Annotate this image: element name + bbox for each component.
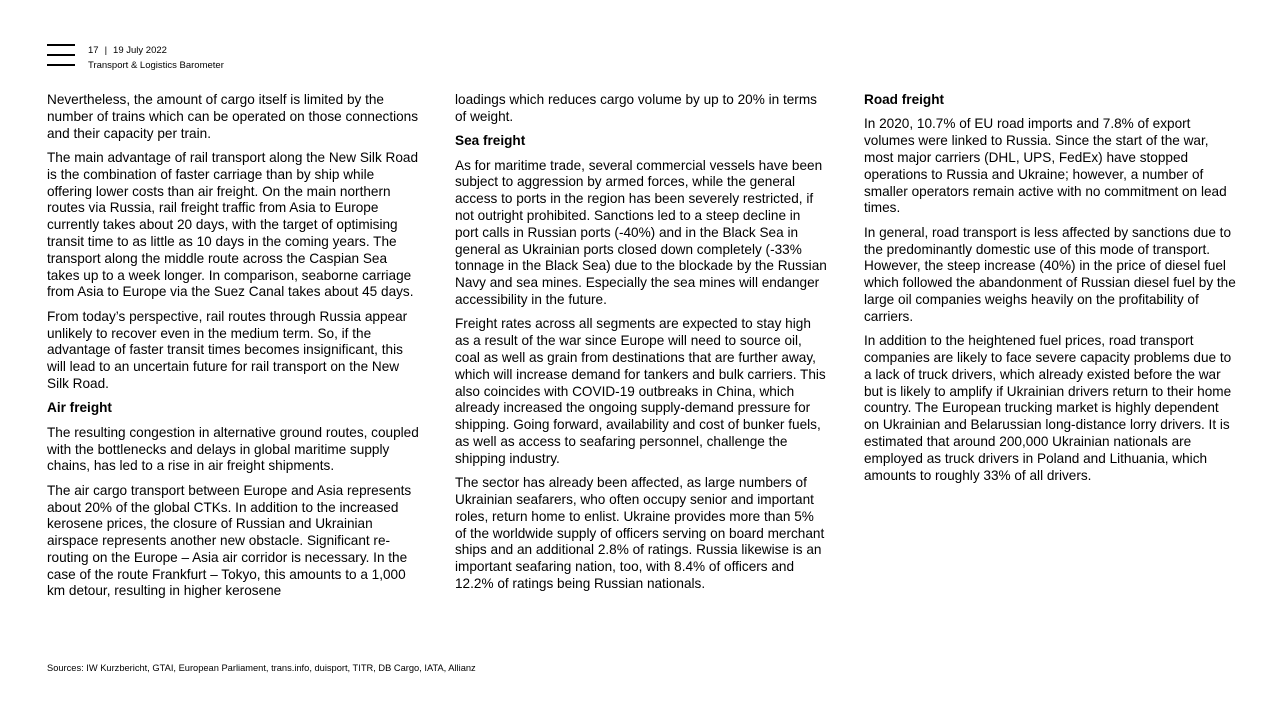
- section-heading-sea-freight: Sea freight: [455, 133, 526, 149]
- header-separator: |: [104, 45, 108, 56]
- page-number: 17: [88, 45, 99, 56]
- text-column-3: [864, 92, 1236, 492]
- text-column-1: [47, 92, 419, 608]
- section-heading-road-freight: Road freight: [864, 92, 945, 107]
- sources-footnote: Sources: IW Kurzbericht, GTAI, European Parliament, trans.info, duisport, TITR, DB Cargo, IATA, Allianz: [47, 663, 476, 673]
- publication-date: 19 July 2022: [113, 45, 167, 56]
- paragraph: The resulting congestion in alternative ground routes, coupled with the bottlenecks and delays in global maritime supply chains, has led to a rise in air freight shipments.: [47, 424, 419, 474]
- page-header: [88, 43, 224, 73]
- paragraph: From today’s perspective, rail routes through Russia appear unlikely to recover even in the medium term. So, if the advantage of faster transit times becomes insignificant, this will lead to an uncertain future for rail transport on the New Silk Road.: [47, 308, 408, 391]
- hamburger-menu-icon[interactable]: [47, 44, 75, 66]
- paragraph: In 2020, 10.7% of EU road imports and 7.8% of export volumes were linked to Russia. Since the start of the war, most major carriers (DHL, UPS, FedEx) have stopped operations to Russia and Ukraine; however, a number of smaller operators remain active with no commitment on lead times.: [864, 116, 1227, 216]
- paragraph: The sector has already been affected, as large numbers of Ukrainian seafarers, who often occupy senior and important roles, return home to enlist. Ukraine provides more than 5% of the worldwide supply of officers serving on board merchant ships and an additional 2.8% of ratings. Russia likewise is an important seafaring nation, too, with 8.4% of officers and 12.2% of ratings being Russian nationals.: [455, 475, 825, 591]
- paragraph: As for maritime trade, several commercial vessels have been subject to aggression by armed forces, while the general access to ports in the region has been severely restricted, if not outright prohibited. Sanctions led to a steep decline in port calls in Russian ports (-40%) and in the Black Sea in general as Ukrainian ports closed down completely (-33% tonnage in the Black Sea) due to the blockade by the Russian Navy and sea mines. Especially the sea mines will endanger accessibility in the future.: [455, 157, 827, 307]
- paragraph: In addition to the heightened fuel prices, road transport companies are likely to face severe capacity problems due to a lack of truck drivers, which already existed before the war but is likely to amplify if Ukrainian drivers return to their home country. The European trucking market is highly dependent on Ukrainian and Belarussian long-distance lorry drivers. It is estimated that around 200,000 Ukrainian nationals are employed as truck drivers in Poland and Lithuania, which amounts to roughly 33% of all drivers.: [864, 333, 1232, 483]
- menu-bar: [47, 54, 75, 56]
- paragraph: In general, road transport is less affected by sanctions due to the predominantly domestic use of this mode of transport. However, the steep increase (40%) in the price of diesel fuel which followed the abandonment of Russian diesel fuel by the large oil companies weighs heavily on the profitability of carriers.: [864, 224, 1236, 324]
- text-column-2: [455, 92, 827, 600]
- paragraph: The main advantage of rail transport along the New Silk Road is the combination of faster carriage than by ship while offering lower costs than air freight. On the main northern routes via Russia, rail freight traffic from Asia to Europe currently takes about 20 days, with the target of optimising transit time to as little as 10 days in the coming years. The transport along the middle route across the Caspian Sea takes up to a week longer. In comparison, seaborne carriage from Asia to Europe via the Suez Canal takes about 45 days.: [47, 149, 419, 300]
- page-info: [88, 43, 224, 58]
- menu-bar: [47, 64, 75, 66]
- report-title: Transport & Logistics Barometer: [88, 60, 224, 71]
- paragraph: Freight rates across all segments are expected to stay high as a result of the war since Europe will need to source oil, coal as well as grain from destinations that are further away, which will increase demand for tankers and bulk carriers. This also coincides with COVID-19 outbreaks in China, which already increased the ongoing supply-demand pressure for shipping. Going forward, availability and cost of bunker fuels, as well as access to seafaring personnel, challenge the shipping industry.: [455, 316, 826, 466]
- paragraph: The air cargo transport between Europe and Asia represents about 20% of the global CTKs. In addition to the increased kerosene prices, the closure of Russian and Ukrainian airspace represents another new obstacle. Significant re-routing on the Europe – Asia air corridor is necessary. In the case of the route Frankfurt – Tokyo, this amounts to a 1,000 km detour, resulting in higher kerosene: [47, 482, 412, 599]
- paragraph: loadings which reduces cargo volume by up to 20% in terms of weight.: [455, 92, 817, 124]
- menu-bar: [47, 44, 75, 46]
- paragraph: Nevertheless, the amount of cargo itself is limited by the number of trains which can be operated on those connections and their capacity per train.: [47, 92, 419, 141]
- section-heading-air-freight: Air freight: [47, 400, 112, 416]
